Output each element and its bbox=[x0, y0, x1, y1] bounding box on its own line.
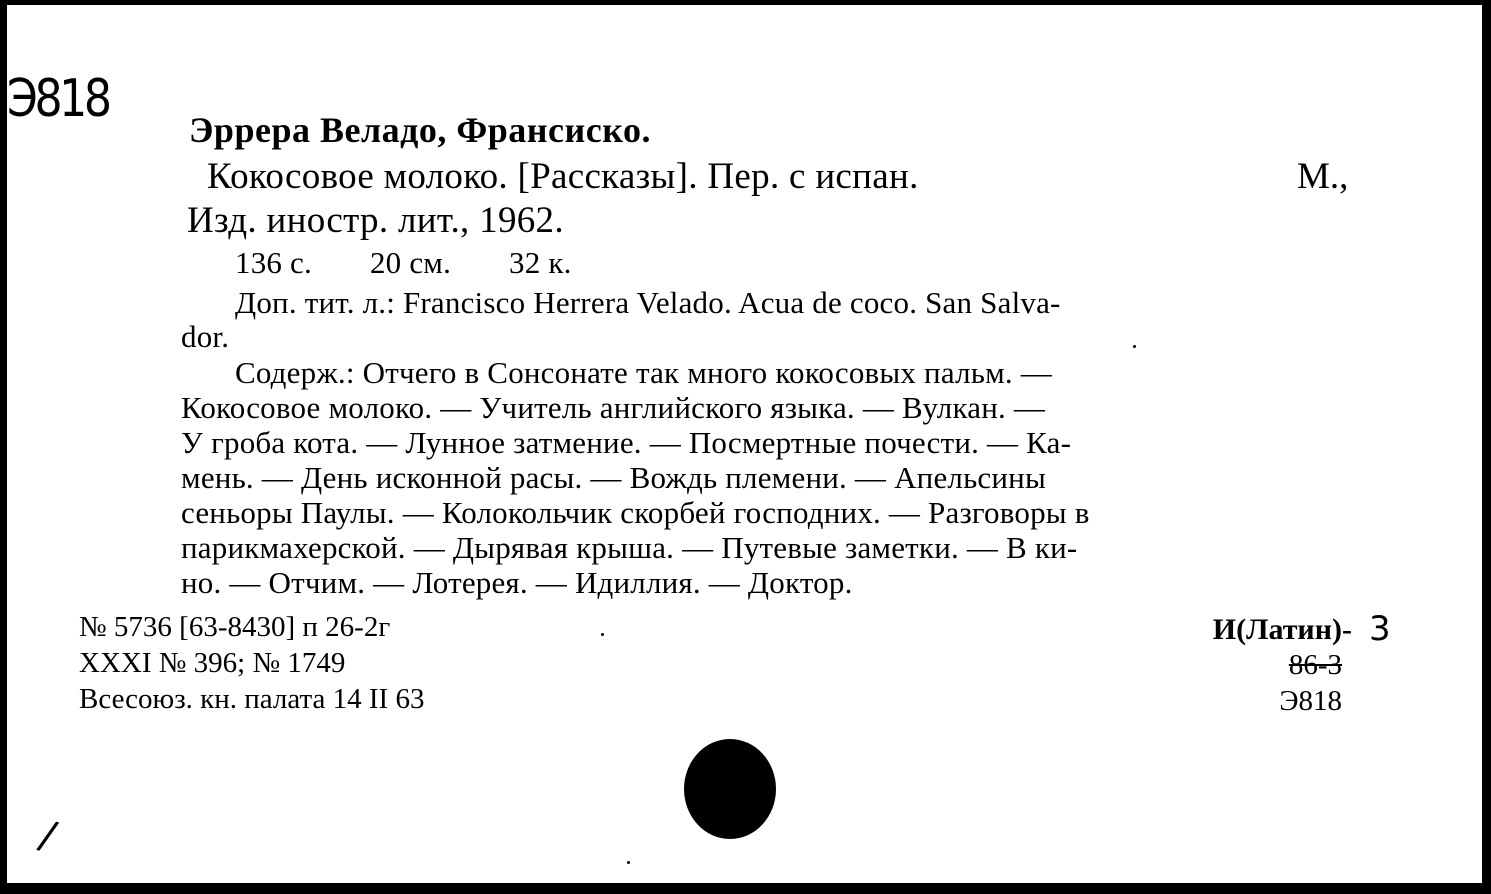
footer-line: № 5736 [63-8430] п 26-2г bbox=[79, 611, 391, 643]
title-line-1: Кокосовое молоко. [Рассказы]. Пер. с испан. bbox=[207, 156, 919, 197]
classification: И(Латин)- bbox=[1212, 613, 1352, 646]
footer-line: XXXI № 396; № 1749 bbox=[79, 647, 346, 679]
added-title-line-1: Доп. тит. л.: Francisco Herrera Velado. Acua de coco. San Salva- bbox=[235, 285, 1061, 320]
classification-handwritten: 3 bbox=[1369, 609, 1391, 649]
contents-line: но. — Отчим. — Лотерея. — Идиллия. — Доктор. bbox=[181, 565, 853, 600]
accession-handwritten: Э818 bbox=[7, 69, 109, 129]
author-heading: Эррера Веладо, Франсиско. bbox=[189, 110, 652, 150]
contents-line: Содерж.: Отчего в Сонсонате так много кокосовых пальм. — bbox=[235, 355, 1053, 390]
contents-line: Кокосовое молоко. — Учитель английского языка. — Вулкан. — bbox=[181, 390, 1046, 425]
call-number: Э818 bbox=[1279, 685, 1342, 717]
handwritten-mark: / bbox=[34, 812, 62, 860]
struck-number bbox=[1289, 649, 1342, 682]
contents-line: У гроба кота. — Лунное затмение. — Посмертные почести. — Ка- bbox=[181, 425, 1072, 460]
speck bbox=[601, 633, 604, 636]
added-title-line-2: dor. bbox=[181, 319, 230, 354]
punch-hole bbox=[684, 739, 776, 839]
speck bbox=[1133, 345, 1136, 348]
contents-line: парикмахерской. — Дырявая крыша. — Путевые заметки. — В ки- bbox=[181, 530, 1078, 565]
title-line-2: Изд. иностр. лит., 1962. bbox=[187, 200, 564, 241]
price: 32 к. bbox=[509, 245, 572, 280]
speck bbox=[627, 861, 630, 864]
collation bbox=[235, 245, 630, 281]
contents-line: сеньоры Паулы. — Колокольчик скорбей господних. — Разговоры в bbox=[181, 495, 1090, 530]
publication-place: М., bbox=[1297, 156, 1349, 197]
size: 20 см. bbox=[369, 245, 452, 280]
pages: 136 с. bbox=[235, 245, 312, 280]
struck-number-text: 86-3 bbox=[1288, 649, 1342, 681]
contents-line: мень. — День исконной расы. — Вождь племени. — Апельсины bbox=[181, 460, 1046, 495]
catalog-card bbox=[4, 2, 1485, 886]
footer-line: Всесоюз. кн. палата 14 II 63 bbox=[79, 683, 425, 715]
